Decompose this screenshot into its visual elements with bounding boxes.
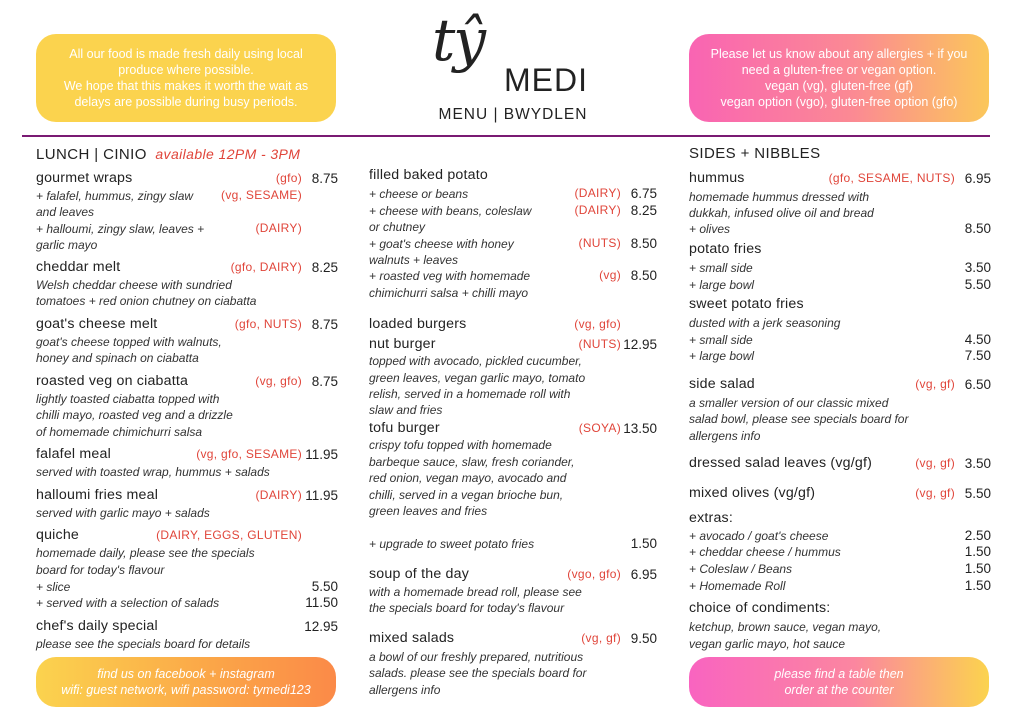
item-name: goat's cheese melt [36,316,158,332]
item-description: salads. please see the specials board for [369,666,587,680]
item-description: and leaves [36,205,95,219]
item-name: hummus [689,170,745,186]
footer-line: wifi: guest network, wifi password: tymedi123 [61,683,311,697]
item-price: 8.25 [630,203,657,218]
note-line: All our food is made fresh daily using local [69,47,303,61]
allergen-tags: (vg, gf) [915,456,955,470]
item-price: 3.50 [964,260,991,275]
item-description: goat's cheese topped with walnuts, [36,335,222,349]
item-description: relish, served in a homemade roll with [369,387,571,401]
item-description: tomatoes + red onion chutney on ciabatta [36,294,257,308]
note-line: need a gluten-free or vegan option. [741,63,937,77]
item-name: gourmet wraps [36,170,133,186]
item-price: 8.50 [964,221,991,236]
note-line: delays are possible during busy periods. [74,95,298,109]
item-name: sweet potato fries [689,296,804,312]
lunch-column [36,0,338,724]
item-description: walnuts + leaves [369,253,459,267]
item-name: side salad [689,376,755,392]
item-description: please see the specials board for details [36,637,251,651]
item-description: salad bowl, please see specials board for [689,412,909,426]
item-description: + halloumi, zingy slaw, leaves + [36,222,205,236]
sides-heading: SIDES + NIBBLES [689,145,821,162]
item-description: dukkah, infused olive oil and bread [689,206,874,220]
lunch-title: LUNCH | CINIO [36,146,147,163]
item-description: + roasted veg with homemade [369,269,531,283]
item-description: + slice [36,580,71,594]
item-description: served with toasted wrap, hummus + salads [36,465,270,479]
item-description: chilli, served in a vegan brioche bun, [369,488,564,502]
item-description: + olives [689,222,731,236]
item-price: 6.50 [964,377,991,392]
allergen-tags: (vg, gfo, SESAME) [196,447,302,461]
item-price: 8.75 [311,171,338,186]
item-description: allergens info [689,429,761,443]
footer-line: order at the counter [784,683,894,697]
allergen-tags: (gfo, SESAME, NUTS) [828,171,955,185]
item-price: 9.50 [630,631,657,646]
item-description: board for today's flavour [36,563,165,577]
item-price: 8.50 [630,268,657,283]
item-description: + avocado / goat's cheese [689,529,829,543]
item-description: or chutney [369,220,426,234]
item-description: the specials board for today's flavour [369,601,565,615]
item-description: homemade daily, please see the specials [36,546,255,560]
item-description: vegan garlic mayo, hot sauce [689,637,846,651]
note-line: vegan (vg), gluten-free (gf) [765,79,913,93]
item-description: allergens info [369,683,441,697]
item-description: a smaller version of our classic mixed [689,396,889,410]
item-description: chilli mayo, roasted veg and a drizzle [36,408,233,422]
item-name: mixed salads [369,630,455,646]
lunch-availability: available 12PM - 3PM [155,146,301,162]
item-price: 1.50 [630,536,657,551]
item-price: 12.95 [623,337,657,352]
item-description: + cheese with beans, coleslaw [369,204,532,218]
item-price: 11.95 [305,488,338,503]
item-description: honey and spinach on ciabatta [36,351,199,365]
note-line: vegan option (vgo), gluten-free option (gfo) [720,95,958,109]
allergen-tags: (vg, gf) [581,631,621,645]
item-description: green leaves and fries [369,504,488,518]
item-description: with a homemade bread roll, please see [369,585,582,599]
allergen-tags: (vg, gf) [915,377,955,391]
item-name: potato fries [689,241,762,257]
item-description: ketchup, brown sauce, vegan mayo, [689,620,882,634]
menu-title: MENU | BWYDLEN [438,106,588,123]
item-description: + upgrade to sweet potato fries [369,537,535,551]
social-wifi-note [36,657,336,707]
item-price: 5.50 [964,486,991,501]
allergen-tags: (vgo, gfo) [567,567,621,581]
allergen-tags: (vg, SESAME) [221,188,302,202]
allergen-tags: (gfo, NUTS) [234,317,302,331]
item-price: 6.95 [630,567,657,582]
item-description: + small side [689,333,753,347]
item-description: + Homemade Roll [689,579,786,593]
item-description: chimichurri salsa + chilli mayo [369,286,529,300]
item-name: filled baked potato [369,167,488,183]
item-name: choice of condiments: [689,600,831,616]
item-description: + small side [689,261,753,275]
item-price: 4.50 [964,332,991,347]
item-name: extras: [689,510,733,526]
allergen-tags: (DAIRY) [574,203,621,217]
item-description: + goat's cheese with honey [369,237,514,251]
note-line: We hope that this makes it worth the wait as [63,79,309,93]
item-price: 11.50 [305,595,338,610]
item-price: 7.50 [964,348,991,363]
footer-line: please find a table then [774,667,904,681]
item-description: dusted with a jerk seasoning [689,316,841,330]
item-description: + Coleslaw / Beans [689,562,793,576]
item-description: lightly toasted ciabatta topped with [36,392,220,406]
item-price: 1.50 [964,544,991,559]
item-price: 8.50 [630,236,657,251]
item-price: 8.75 [311,317,338,332]
item-description: garlic mayo [36,238,98,252]
item-description: a bowl of our freshly prepared, nutritious [369,650,584,664]
item-description: topped with avocado, pickled cucumber, [369,354,582,368]
item-name: chef's daily special [36,618,158,634]
logo-name: MEDI [504,62,588,98]
item-price: 12.95 [304,619,338,634]
item-name: dressed salad leaves (vg/gf) [689,455,873,471]
allergen-tags: (vg) [599,268,621,282]
item-description: served with garlic mayo + salads [36,506,210,520]
footer-line: find us on facebook + instagram [97,667,275,681]
sides-column [689,0,991,724]
item-price: 6.95 [964,171,991,186]
item-description: Welsh cheddar cheese with sundried [36,278,232,292]
allergen-tags: (vg, gf) [915,486,955,500]
item-name: halloumi fries meal [36,487,159,503]
allergen-tags: (vg, gfo) [255,374,302,388]
item-price: 13.50 [623,421,657,436]
item-price: 2.50 [964,528,991,543]
allergen-tags: (gfo) [275,171,302,185]
logo-script: tŷ [432,6,485,74]
item-name: mixed olives (vg/gf) [689,485,816,501]
item-description: + cheese or beans [369,187,469,201]
item-name: tofu burger [369,420,440,436]
note-line: produce where possible. [118,63,254,77]
item-name: cheddar melt [36,259,121,275]
item-name: roasted veg on ciabatta [36,373,189,389]
item-price: 11.95 [305,447,338,462]
item-description: + large bowl [689,278,755,292]
allergen-tags: (DAIRY, EGGS, GLUTEN) [156,528,302,542]
item-price: 5.50 [964,277,991,292]
allergen-tags: (NUTS) [578,236,621,250]
note-line: Please let us know about any allergies + if you [710,47,968,61]
item-price: 5.50 [311,579,338,594]
item-description: barbeque sauce, slaw, fresh coriander, [369,455,575,469]
item-description: slaw and fries [369,403,443,417]
item-name: loaded burgers [369,316,467,332]
item-description: + served with a selection of salads [36,596,220,610]
item-name: soup of the day [369,566,470,582]
item-price: 1.50 [964,578,991,593]
item-description: green leaves, vegan garlic mayo, tomato [369,371,586,385]
item-name: nut burger [369,336,436,352]
item-price: 3.50 [964,456,991,471]
allergen-tags: (DAIRY) [255,488,302,502]
item-price: 8.75 [311,374,338,389]
item-description: of homemade chimichurri salsa [36,425,203,439]
allergen-tags: (gfo, DAIRY) [230,260,302,274]
item-description: + falafel, hummus, zingy slaw [36,189,194,203]
item-description: + cheddar cheese / hummus [689,545,841,559]
allergen-tags: (vg, gfo) [574,317,621,331]
allergen-tags: (DAIRY) [255,221,302,235]
order-note [689,657,989,707]
item-description: homemade hummus dressed with [689,190,870,204]
allergen-tags: (SOYA) [578,421,621,435]
potato-burger-column [369,0,657,724]
allergen-tags: (DAIRY) [574,186,621,200]
allergen-tags: (NUTS) [578,337,621,351]
item-price: 1.50 [964,561,991,576]
item-description: red onion, vegan mayo, avocado and [369,471,567,485]
item-name: quiche [36,527,80,543]
item-description: crispy tofu topped with homemade [369,438,552,452]
item-price: 6.75 [630,186,657,201]
item-description: + large bowl [689,349,755,363]
item-name: falafel meal [36,446,111,462]
item-price: 8.25 [311,260,338,275]
